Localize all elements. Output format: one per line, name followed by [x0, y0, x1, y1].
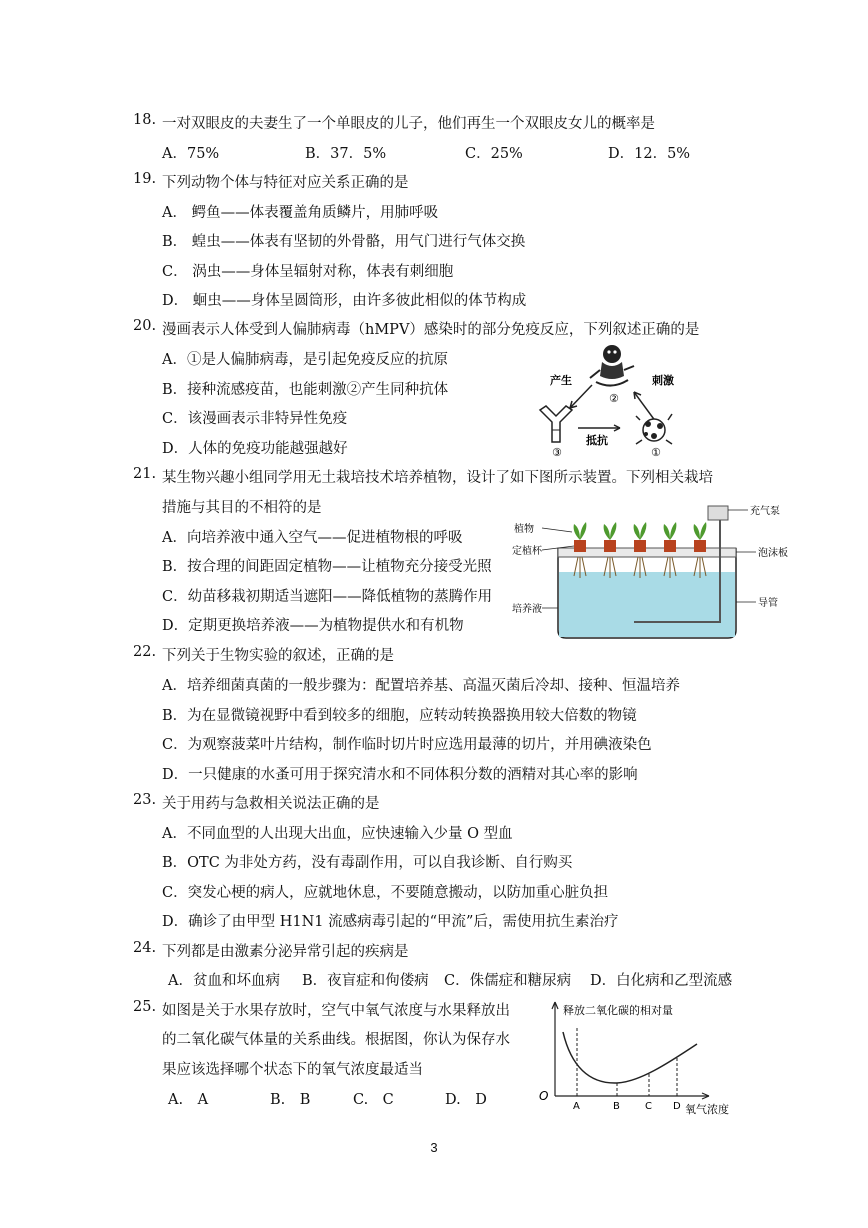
page-number: 3	[430, 1140, 438, 1155]
question-22-number: 22.	[133, 644, 157, 660]
question-23-option-a: A．不同血型的人出现大出血，应快速输入少量 O 型血	[162, 826, 513, 842]
option-b: B. B	[270, 1092, 311, 1108]
question-21-option-d: D．定期更换培养液——为植物提供水和有机物	[162, 618, 464, 634]
question-21-stem: 某生物兴趣小组同学用无土栽培技术培养植物，设计了如下图所示装置。下列相关栽培	[162, 470, 713, 486]
air-pump	[708, 506, 728, 520]
question-25-stem-2: 的二氧化碳气体量的关系曲线。根据图，你认为保存水	[162, 1032, 510, 1048]
option-b: B．37．5%	[305, 146, 387, 162]
question-24-stem: 下列都是由激素分泌异常引起的疾病是	[162, 944, 409, 960]
question-23-number: 23.	[133, 792, 157, 808]
question-19-stem: 下列动物个体与特征对应关系正确的是	[162, 175, 409, 191]
x-tick-c: C	[645, 1101, 652, 1112]
option-b: B．夜盲症和佝偻病	[302, 973, 429, 989]
label-foam: 泡沫板	[758, 548, 788, 559]
question-19-number: 19.	[133, 171, 157, 187]
marker-3: ③	[552, 446, 562, 458]
question-20-number: 20.	[133, 318, 157, 334]
question-22-option-a: A．培养细菌真菌的一般步骤为：配置培养基、高温灭菌后冷却、接种、恒温培养	[162, 678, 680, 694]
label-produce: 产生	[550, 374, 572, 387]
question-25-stem: 如图是关于水果存放时，空气中氧气浓度与水果释放出	[162, 1003, 510, 1019]
question-21-number: 21.	[133, 466, 157, 482]
question-19-option-a: A． 鳄鱼——体表覆盖角质鳞片，用肺呼吸	[162, 205, 439, 221]
label-resist: 抵抗	[586, 434, 608, 447]
x-tick-a: A	[573, 1101, 580, 1112]
question-20-stem: 漫画表示人体受到人偏肺病毒（hMPV）感染时的部分免疫反应，下列叙述正确的是	[162, 322, 700, 338]
option-a: A. A	[168, 1092, 209, 1108]
antibody-producing-cell-icon	[590, 345, 634, 386]
label-fixcup: 定植杯	[512, 546, 542, 557]
label-plant: 植物	[514, 524, 534, 535]
question-19-option-d: D． 蛔虫——身体呈圆筒形，由许多彼此相似的体节构成	[162, 293, 527, 309]
option-d: D. D	[445, 1092, 487, 1108]
question-25-stem-3: 果应该选择哪个状态下的氧气浓度最适当	[162, 1062, 423, 1078]
co2-release-chart	[535, 996, 775, 1116]
question-19-option-c: C． 涡虫——身体呈辐射对称，体表有刺细胞	[162, 264, 454, 280]
x-tick-b: B	[613, 1101, 620, 1112]
tick-guide-lines	[577, 1028, 677, 1096]
virus-icon	[636, 414, 672, 444]
option-d: D．12．5%	[608, 146, 691, 162]
option-d: D．白化病和乙型流感	[590, 973, 733, 989]
question-20-option-d: D．人体的免疫功能越强越好	[162, 441, 348, 457]
label-pump: 充气泵	[750, 506, 780, 517]
label-tube: 导管	[758, 598, 778, 609]
origin-label: O	[539, 1089, 549, 1103]
question-20-option-c: C．该漫画表示非特异性免疫	[162, 411, 348, 427]
option-c: C．侏儒症和糖尿病	[444, 973, 572, 989]
question-19-option-b: B． 蝗虫——体表有坚韧的外骨骼，用气门进行气体交换	[162, 234, 526, 250]
antibody-icon	[540, 406, 572, 442]
label-stimulate: 刺激	[652, 374, 674, 387]
question-23-option-b: B．OTC 为非处方药，没有毒副作用，可以自我诊断、自行购买	[162, 855, 573, 871]
question-21-option-c: C．幼苗移栽初期适当遮阳——降低植物的蒸腾作用	[162, 589, 493, 605]
x-axis-label: 氧气浓度	[685, 1103, 729, 1116]
x-tick-d: D	[673, 1101, 681, 1112]
question-21-option-b: B．按合理的间距固定植物——让植物充分接受光照	[162, 559, 492, 575]
question-23-option-c: C．突发心梗的病人，应就地休息，不要随意搬动，以防加重心脏负担	[162, 885, 609, 901]
question-24-number: 24.	[133, 940, 157, 956]
question-18-number: 18.	[133, 112, 157, 128]
question-21-option-a: A．向培养液中通入空气——促进植物根的呼吸	[162, 530, 463, 546]
question-22-stem: 下列关于生物实验的叙述，正确的是	[162, 648, 394, 664]
hydroponics-apparatus-figure	[512, 498, 812, 644]
question-25-number: 25.	[133, 999, 157, 1015]
nutrient-solution	[559, 572, 735, 637]
question-18-stem: 一对双眼皮的夫妻生了一个单眼皮的儿子，他们再生一个双眼皮女儿的概率是	[162, 116, 655, 132]
question-23-stem: 关于用药与急救相关说法正确的是	[162, 796, 380, 812]
option-a: A．贫血和坏血病	[168, 973, 280, 989]
label-solution: 培养液	[512, 604, 542, 615]
marker-1: ①	[651, 446, 661, 458]
option-c: C．25%	[465, 146, 523, 162]
marker-2: ②	[609, 392, 619, 405]
option-c: C. C	[353, 1092, 394, 1108]
question-23-option-d: D．确诊了由甲型 H1N1 流感病毒引起的“甲流”后，需使用抗生素治疗	[162, 914, 619, 930]
option-a: A．75%	[162, 146, 220, 162]
question-22-option-b: B．为在显微镜视野中看到较多的细胞，应转动转换器换用较大倍数的物镜	[162, 708, 637, 724]
question-20-option-a: A．①是人偏肺病毒，是引起免疫反应的抗原	[162, 352, 448, 368]
question-20-option-b: B．接种流感疫苗，也能刺激②产生同种抗体	[162, 382, 449, 398]
question-22-option-c: C．为观察菠菜叶片结构，制作临时切片时应选用最薄的切片，并用碘液染色	[162, 737, 652, 753]
question-22-option-d: D．一只健康的水蚤可用于探究清水和不同体积分数的酒精对其心率的影响	[162, 767, 638, 783]
y-axis-label: 释放二氧化碳的相对量	[563, 1004, 673, 1017]
question-21-stem-2: 措施与其目的不相符的是	[162, 500, 322, 516]
immune-response-figure	[530, 340, 690, 458]
